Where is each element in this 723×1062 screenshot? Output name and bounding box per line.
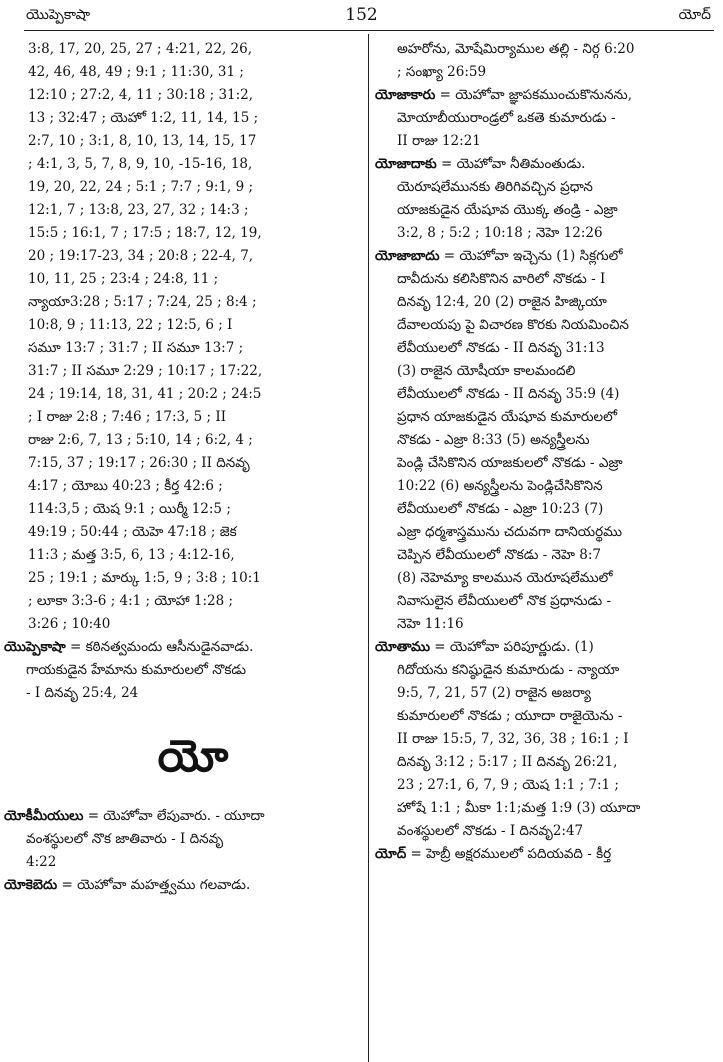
reference-line: 20 ; 19:17-23, 34 ; 20:8 ; 22-4, 7, xyxy=(28,248,254,264)
reference-line: 3:8, 17, 20, 25, 27 ; 4:21, 22, 26, xyxy=(28,41,253,57)
dictionary-entry-yokebedu xyxy=(4,874,360,897)
entry-definition: = హెబ్రీ అక్షరములలో పదియవది - కీర్త xyxy=(410,846,612,862)
entry-line: లేవీయులలో నొకడు - II దినవృ 35:9 (4) xyxy=(397,386,620,402)
right-column xyxy=(375,38,711,866)
reference-line: ; I రాజు 2:8 ; 7:46 ; 17:3, 5 ; II xyxy=(28,409,227,425)
dictionary-entry-yod xyxy=(375,843,711,866)
entry-line: 10:22 (6) అన్యస్త్రీలను పెండ్లిచేసికొనిన xyxy=(397,478,603,494)
entry-line: యాజకుడైన యేషూవ యొక్క తండ్రి - ఎజ్రా xyxy=(397,202,618,218)
entry-line: II రాజు 12:21 xyxy=(397,133,481,149)
entry-line: దినవృ 3:12 ; 5:17 ; II దినవృ 26:21, xyxy=(397,754,618,770)
entry-line: 9:5, 7, 21, 57 (2) రాజైన అజర్యా xyxy=(397,685,591,701)
dictionary-entry-yoppekasha xyxy=(4,636,360,705)
reference-line: 42, 46, 48, 49 ; 9:1 ; 11:30, 31 ; xyxy=(28,64,244,80)
dictionary-entry-yojabadu xyxy=(375,245,711,636)
entry-line: (3) రాజైన యోషీయా కాలమందలి xyxy=(397,363,576,379)
entry-line: నొకడు - ఎజ్రా 8:33 (5) అన్యస్త్రీలను xyxy=(397,432,590,448)
dictionary-entry-yojadaku xyxy=(375,153,711,245)
entry-line: దావీదును కలిసికొనిన వారిలో నొకడు - I xyxy=(397,271,606,287)
reference-line: ; సంఖ్యా 26:59 xyxy=(397,64,487,80)
entry-definition: = యెహోవా మహత్త్వము గలవాడు. xyxy=(61,877,251,893)
entry-line: (8) నెహెమ్యా కాలమున యెరూషలేములో xyxy=(397,570,613,586)
entry-definition: = యెహోవా పరిపూర్ణుడు. (1) xyxy=(434,639,594,655)
column-divider xyxy=(368,34,369,1062)
reference-line: 4:17 ; యోబు 40:23 ; కీర్త 42:6 ; xyxy=(28,478,223,494)
entry-line: వంశస్థులలో నొకడు - I దినవృ2:47 xyxy=(397,823,584,839)
entry-headword: యోజాకారు xyxy=(375,87,436,103)
reference-line: న్యాయా3:28 ; 5:17 ; 7:24, 25 ; 8:4 ; xyxy=(28,294,257,310)
entry-line: - I దినవృ 25:4, 24 xyxy=(26,685,139,701)
reference-line: 49:19 ; 50:44 ; యెహె 47:18 ; జెక xyxy=(28,524,237,540)
reference-line: 11:3 ; మత్త 3:5, 6, 13 ; 4:12-16, xyxy=(28,547,235,563)
entry-line: 3:2, 8 ; 5:2 ; 10:18 ; నెహె 12:26 xyxy=(397,225,603,241)
entry-headword: యోజాబాదు xyxy=(375,248,440,264)
continuation-references xyxy=(375,38,711,84)
entry-line: లేవీయులలో నొకడు - II దినవృ 31:13 xyxy=(397,340,605,356)
header-rule xyxy=(24,30,714,31)
entry-line: II రాజు 15:5, 7, 32, 36, 38 ; 16:1 ; I xyxy=(397,731,629,747)
entry-line: వంశస్థులలో నొక జాతివారు - I దినవృ xyxy=(26,831,223,847)
entry-line: హోషే 1:1 ; మీకా 1:1;మత్త 1:9 (3) యూదా xyxy=(397,800,641,816)
entry-line: యెరూషలేమునకు తిరిగివచ్చిన ప్రధాన xyxy=(397,179,593,195)
reference-line: 15:5 ; 16:1, 7 ; 17:5 ; 18:7, 12, 19, xyxy=(28,225,262,241)
reference-line: రాజు 2:6, 7, 13 ; 5:10, 14 ; 6:2, 4 ; xyxy=(28,432,253,448)
dictionary-entry-yojakaru xyxy=(375,84,711,153)
reference-line: 12:10 ; 27:2, 4, 11 ; 30:18 ; 31:2, xyxy=(28,87,254,103)
entry-line: గిదోయను కనిష్ఠుడైన కుమారుడు - న్యాయా xyxy=(397,662,620,678)
running-head-left: యొప్పెకాషా xyxy=(26,7,91,23)
entry-line: గాయకుడైన హేమాను కుమారులలో నొకడు xyxy=(26,662,247,678)
entry-line: పెండ్లి చేసికొనిన యాజకులలో నొకడు - ఎజ్రా xyxy=(397,455,623,471)
entry-line: ఎజ్రా ధర్మశాస్త్రమును చదువగా దానియర్థము xyxy=(397,524,623,540)
entry-line: దినవృ 12:4, 20 (2) రాజైన హిజ్కియా xyxy=(397,294,607,310)
dictionary-entry-yokimiyulu xyxy=(4,805,360,874)
reference-line: 114:3,5 ; యెష 9:1 ; యిర్మీ 12:5 ; xyxy=(28,501,231,517)
dictionary-entry-yotamu xyxy=(375,636,711,843)
entry-headword: యోకీమీయులు xyxy=(4,808,84,824)
entry-line: దేవాలయపు పై విచారణ కొరకు నియమించిన xyxy=(397,317,629,333)
entry-line: ప్రధాన యాజకుడైన యేషూవ కుమారులలో xyxy=(397,409,617,425)
entry-headword: యొప్పెకాషా xyxy=(4,639,66,655)
entry-headword: యోద్ xyxy=(375,846,407,862)
reference-line: 25 ; 19:1 ; మార్కు 1:5, 9 ; 3:8 ; 10:1 xyxy=(28,570,261,586)
entry-line: 23 ; 27:1, 6, 7, 9 ; యెష 1:1 ; 7:1 ; xyxy=(397,777,619,793)
reference-line: 2:7, 10 ; 3:1, 8, 10, 13, 14, 15, 17 xyxy=(28,133,257,149)
entry-definition: = యెహోవా ఇచ్చెను (1) సిక్లగులో xyxy=(443,248,623,264)
section-letter-heading: యో xyxy=(157,731,231,782)
reference-line: 10:8, 9 ; 11:13, 22 ; 12:5, 6 ; I xyxy=(28,317,233,333)
entry-line: నెహె 11:16 xyxy=(397,616,464,632)
running-head-right: యోద్ xyxy=(678,7,711,23)
entry-definition: = యెహోవా లేపువారు. - యూదా xyxy=(87,808,265,824)
entry-definition: = యెహోవా జ్ఞాపకముంచుకొనునను, xyxy=(439,87,632,103)
entry-line: చెప్పిన లేవీయులలో నొకడు - నెహె 8:7 xyxy=(397,547,601,563)
reference-line: 24 ; 19:14, 18, 31, 41 ; 20:2 ; 24:5 xyxy=(28,386,262,402)
reference-line: సమూ 13:7 ; 31:7 ; II సమూ 13:7 ; xyxy=(28,340,244,356)
page-number: 152 xyxy=(345,5,378,25)
reference-line: ; 4:1, 3, 5, 7, 8, 9, 10, -15-16, 18, xyxy=(28,156,253,172)
entry-line: 4:22 xyxy=(26,854,57,870)
entry-definition: = యెహోవా నీతిమంతుడు. xyxy=(440,156,586,172)
reference-line: అహరోను, మోషేమిర్యాముల తల్లి - నిర్గ 6:20 xyxy=(397,41,635,57)
entry-headword: యోతాము xyxy=(375,639,430,655)
left-column xyxy=(4,38,360,897)
entry-headword: యోజాదాకు xyxy=(375,156,437,172)
entry-line: మోయాబీయురాండ్రలో ఒకతె కుమారుడు - xyxy=(397,110,616,126)
entry-line: నివాసులైన లేవీయులలో నొక ప్రధానుడు - xyxy=(397,593,612,609)
entry-line: కుమారులలో నొకడు ; యూదా రాజైయెను - xyxy=(397,708,623,724)
entry-line: లేవీయులలో నొకడు - ఎజ్రా 10:23 (7) xyxy=(397,501,604,517)
reference-line: 3:26 ; 10:40 xyxy=(28,616,111,632)
reference-line: ; లూకా 3:3-6 ; 4:1 ; యోహా 1:28 ; xyxy=(28,593,234,609)
continuation-references xyxy=(28,38,360,636)
reference-line: 10, 11, 25 ; 23:4 ; 24:8, 11 ; xyxy=(28,271,219,287)
reference-line: 12:1, 7 ; 13:8, 23, 27, 32 ; 14:3 ; xyxy=(28,202,249,218)
reference-line: 19, 20, 22, 24 ; 5:1 ; 7:7 ; 9:1, 9 ; xyxy=(28,179,254,195)
reference-line: 31:7 ; II సమూ 2:29 ; 10:17 ; 17:22, xyxy=(28,363,263,379)
entry-headword: యోకెబెదు xyxy=(4,877,58,893)
reference-line: 13 ; 32:47 ; యెహో 1:2, 11, 14, 15 ; xyxy=(28,110,259,126)
reference-line: 7:15, 37 ; 19:17 ; 26:30 ; II దినవృ xyxy=(28,455,250,471)
entry-definition: = కఠినత్వమందు ఆసీనుడైనవాడు. xyxy=(70,639,254,655)
